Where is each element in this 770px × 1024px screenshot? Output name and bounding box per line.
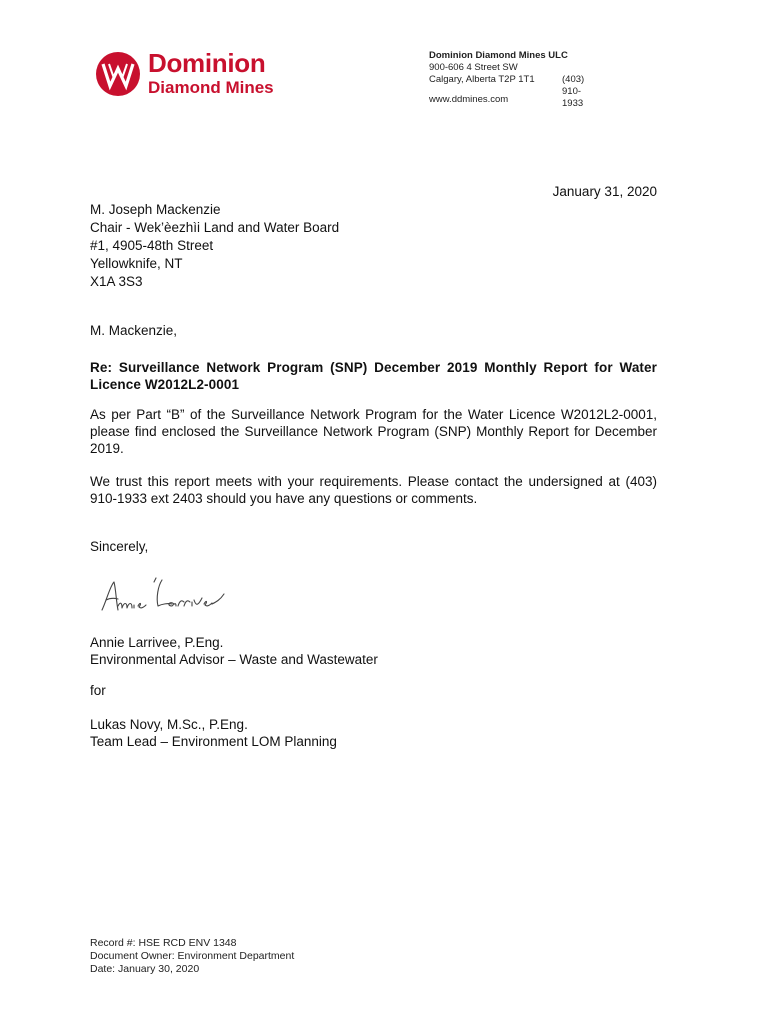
signer-title: Environmental Advisor – Waste and Wastewater [90, 652, 378, 667]
handwritten-signature [96, 572, 236, 618]
company-logo [95, 48, 295, 104]
street-address: 900-606 4 Street SW [429, 62, 518, 73]
company-name: Dominion Diamond Mines ULC [429, 50, 568, 61]
recipient-block [90, 201, 339, 291]
recipient-line: Chair - Wek’èezhìi Land and Water Board [90, 220, 340, 235]
company-phone: (403) 910-1933 [562, 74, 585, 109]
logo-wordmark-diamond-mines: Diamond Mines [148, 78, 274, 97]
subject-line: Re: Surveillance Network Program (SNP) December 2019 Monthly Report for Water Licence W2012L2-0001 [90, 360, 657, 392]
record-footer [90, 937, 294, 976]
document-owner: Document Owner: Environment Department [90, 950, 295, 962]
recipient-line: M. Joseph Mackenzie [90, 202, 221, 217]
closing: Sincerely, [90, 539, 149, 554]
signer-block [90, 634, 378, 668]
for-label: for [90, 683, 106, 698]
company-address [429, 50, 585, 109]
body-paragraph-1: As per Part “B” of the Surveillance Network Program for the Water Licence W2012L2-0001, please find enclosed the Surveillance Network Program (SNP) Monthly Report for December 2019. [90, 407, 657, 456]
city-address: Calgary, Alberta T2P 1T1 [429, 74, 535, 85]
lead-name: Lukas Novy, M.Sc., P.Eng. [90, 717, 248, 732]
recipient-line: Yellowknife, NT [90, 256, 183, 271]
lead-block [90, 716, 337, 750]
lead-title: Team Lead – Environment LOM Planning [90, 734, 337, 749]
letter-date: January 31, 2020 [552, 184, 657, 199]
company-website: www.ddmines.com [429, 94, 509, 105]
record-date: Date: January 30, 2020 [90, 963, 200, 975]
dominion-logo-icon [95, 51, 141, 97]
salutation: M. Mackenzie, [90, 323, 178, 338]
record-number: Record #: HSE RCD ENV 1348 [90, 937, 237, 949]
signer-name: Annie Larrivee, P.Eng. [90, 635, 224, 650]
recipient-line: X1A 3S3 [90, 274, 143, 289]
body-paragraph-2: We trust this report meets with your requirements. Please contact the undersigned at (403) 910-1933 ext 2403 should you have any questions or comments. [90, 474, 657, 506]
recipient-line: #1, 4905-48th Street [90, 238, 214, 253]
logo-wordmark-dominion: Dominion [148, 48, 266, 78]
